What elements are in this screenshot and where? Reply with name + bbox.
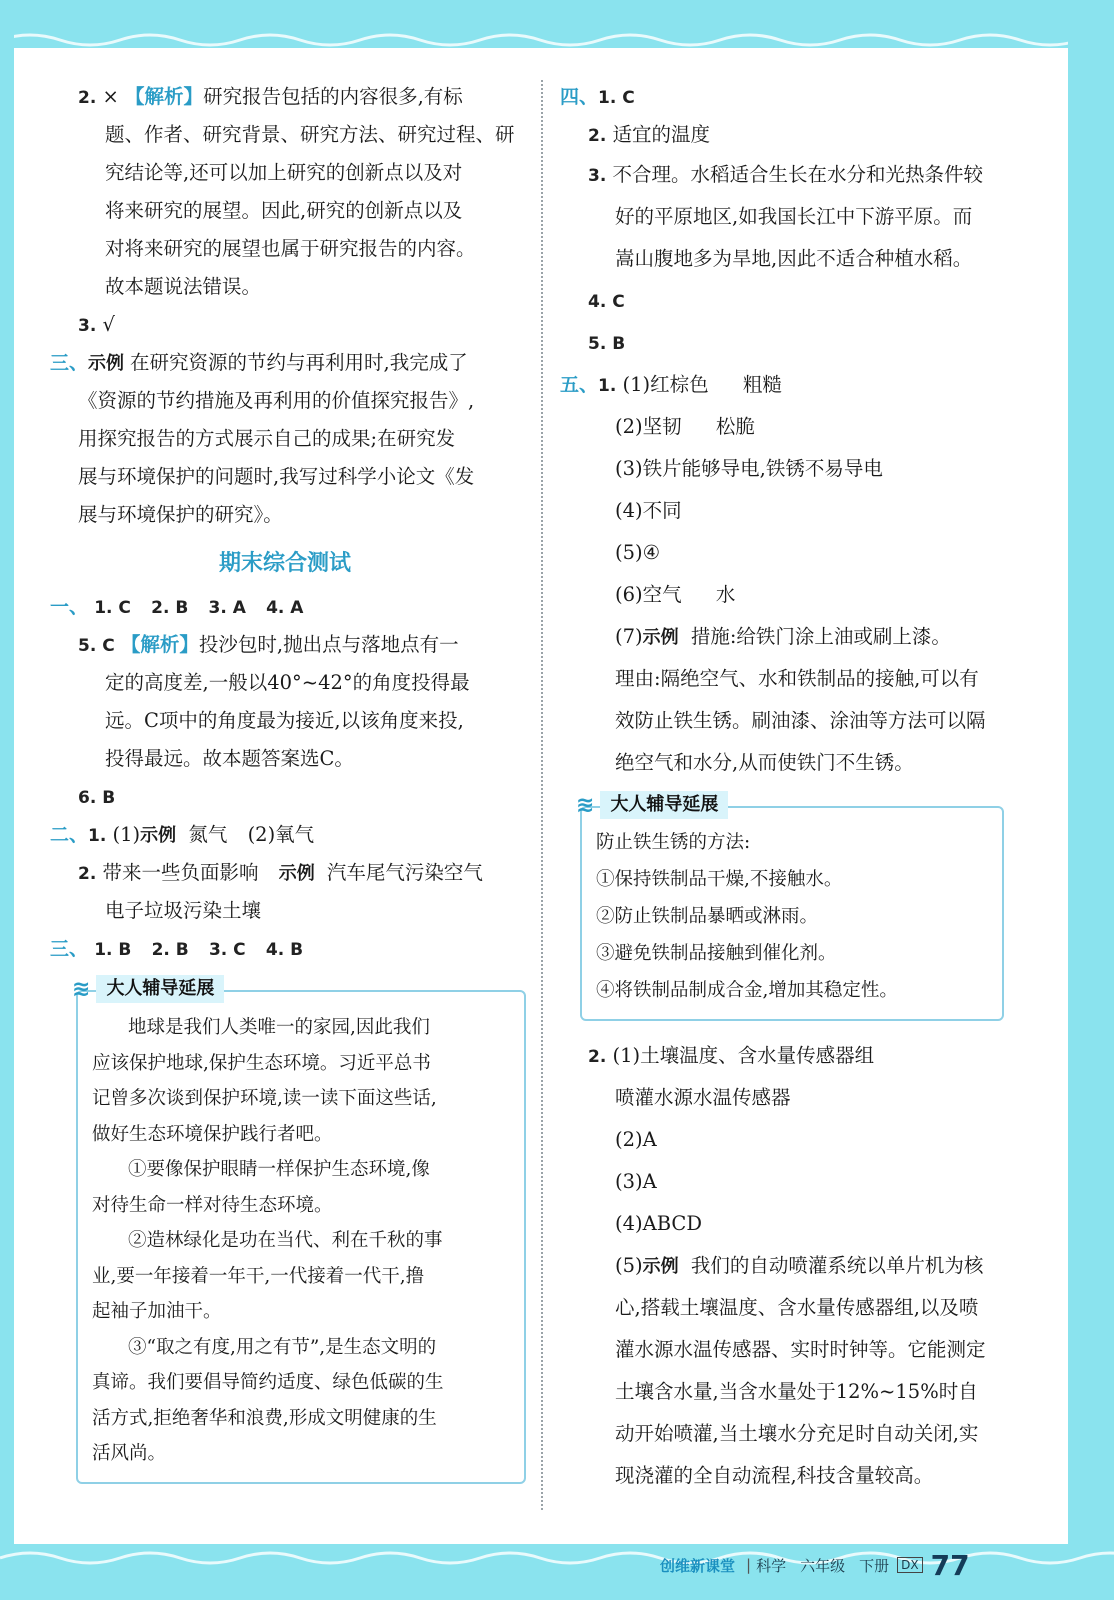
right-box-line: ①保持铁制品干燥,不接触水。 [596, 869, 843, 890]
left-p1-q5-line1: 5. C 【解析】投沙包时,抛出点与落地点有一 [78, 633, 459, 656]
right-s4-q4: 4. C [588, 292, 625, 312]
left-p1-q5-line2: 定的高度差,一般以40°~42°的角度投得最 [105, 671, 470, 694]
right-q2-5-line5: 动开始喷灌,当土壤水分充足时自动关闭,实 [615, 1422, 979, 1445]
right-s5-q1-7: (7)示例 措施:给铁门涂上油或刷上漆。 [615, 625, 951, 648]
left-p1-answers: 一、 1. C 2. B 3. A 4. A [50, 596, 304, 618]
right-s4-q3-line1: 3. 不合理。水稻适合生长在水分和光热条件较 [588, 163, 984, 186]
right-q2-2: (2)A [615, 1128, 657, 1151]
left-box-line: 业,要一年接着一年干,一代接着一代干,撸 [92, 1265, 425, 1287]
footer-code: DX [897, 1557, 922, 1573]
left-box-line: 活方式,拒绝奢华和浪费,形成文明健康的生 [92, 1407, 437, 1429]
test-title: 期末综合测试 [218, 551, 351, 576]
right-q2-1: 2. (1)土壤温度、含水量传感器组 [588, 1044, 875, 1067]
left-p2-q1: 二、1. (1)示例 氮气 (2)氧气 [50, 823, 315, 846]
left-box-line: 地球是我们人类唯一的家园,因此我们 [128, 1017, 430, 1038]
left-box-line: 活风尚。 [92, 1443, 167, 1464]
frame-right [1068, 0, 1114, 1600]
left-q2-line6: 故本题说法错误。 [105, 275, 262, 298]
left-box-line: ③“取之有度,用之有节”,是生态文明的 [128, 1336, 437, 1358]
right-box-header [576, 788, 728, 822]
waves-icon: ≋ [72, 976, 91, 1002]
left-s3-line1: 三、示例 在研究资源的节约与再利用时,我完成了 [50, 351, 468, 374]
left-p3-answers: 三、 1. B 2. B 3. C 4. B [50, 938, 304, 960]
footer-separator: | [746, 1556, 752, 1574]
left-box-line: 真谛。我们要倡导简约适度、绿色低碳的生 [92, 1372, 444, 1393]
left-s3-line5: 展与环境保护的研究》。 [78, 503, 283, 526]
left-box-line: 做好生态环境保护践行者吧。 [92, 1123, 333, 1145]
left-q2-line3: 究结论等,还可以加上研究的创新点以及对 [105, 161, 463, 184]
right-s4-q2: 2. 适宜的温度 [588, 123, 711, 146]
left-box-header [72, 972, 224, 1006]
left-box-line: ①要像保护眼睛一样保护生态环境,像 [128, 1159, 430, 1180]
left-box-line: ②造林绿化是功在当代、利在千秋的事 [128, 1230, 443, 1251]
right-box-line: ④将铁制品制成合金,增加其稳定性。 [596, 980, 898, 1001]
left-box-body [78, 992, 524, 1482]
footer-subject: 科学 [756, 1556, 787, 1575]
left-box-title: 大人辅导延展 [96, 975, 224, 1003]
left-box-line: 起袖子加油干。 [92, 1301, 222, 1322]
right-s5-q1-3: (3)铁片能够导电,铁锈不易导电 [615, 457, 883, 480]
left-box-line: 记曾多次谈到保护环境,读一读下面这些话, [92, 1088, 437, 1109]
footer-brand: 创维新课堂 [660, 1556, 736, 1575]
right-q2-5-line1: (5)示例 我们的自动喷灌系统以单片机为核 [615, 1254, 984, 1277]
right-tutor-box [576, 792, 1004, 1021]
right-s5-q1-6: (6)空气 水 [615, 583, 736, 606]
right-s5-q1-4: (4)不同 [615, 499, 682, 522]
page-footer [660, 1548, 970, 1582]
left-column [50, 78, 520, 1484]
right-q2-1b: 喷灌水源水温传感器 [615, 1086, 791, 1109]
right-q2-5-line3: 灌水源水温传感器、实时时钟等。它能测定 [615, 1338, 986, 1361]
left-s3-line3: 用探究报告的方式展示自己的成果;在研究发 [78, 427, 456, 450]
left-q3: 3. √ [78, 313, 115, 336]
right-s5-q1-5: (5)④ [615, 541, 661, 564]
right-q2-4: (4)ABCD [615, 1212, 702, 1235]
left-s3-line4: 展与环境保护的问题时,我写过科学小论文《发 [78, 465, 475, 488]
left-q2-line5: 对将来研究的展望也属于研究报告的内容。 [105, 237, 476, 260]
right-s5-reason-1: 理由:隔绝空气、水和铁制品的接触,可以有 [615, 667, 979, 690]
right-s5-reason-3: 绝空气和水分,从而使铁门不生锈。 [615, 751, 914, 774]
right-q2-3: (3)A [615, 1170, 657, 1193]
right-box-body [582, 808, 1002, 1019]
footer-term: 下册 [859, 1556, 890, 1575]
right-s5-q1-1: 五、1. (1)红棕色 粗糙 [560, 373, 782, 396]
left-q2-line1: 2. × 【解析】研究报告包括的内容很多,有标 [78, 85, 463, 108]
right-s5-q1-2: (2)坚韧 松脆 [615, 415, 755, 438]
right-box-line: ③避免铁制品接触到催化剂。 [596, 943, 837, 964]
left-p1-q5-line4: 投得最远。故本题答案选C。 [105, 747, 354, 770]
left-box-line: 应该保护地球,保护生态环境。习近平总书 [92, 1052, 431, 1074]
left-q2-line2: 题、作者、研究背景、研究方法、研究过程、研 [105, 123, 515, 146]
left-box-line: 对待生命一样对待生态环境。 [92, 1194, 333, 1216]
right-s4-q3-line3: 嵩山腹地多为旱地,因此不适合种植水稻。 [615, 247, 973, 270]
column-divider [541, 80, 543, 1510]
left-p1-q5-line3: 远。C项中的角度最为接近,以该角度来投, [105, 709, 464, 732]
right-q2-5-line2: 心,搭载土壤温度、含水量传感器组,以及喷 [615, 1296, 979, 1319]
left-p2-q2-line1: 2. 带来一些负面影响 示例 汽车尾气污染空气 [78, 861, 483, 884]
right-q2-5-line6: 现浇灌的全自动流程,科技含量较高。 [615, 1464, 934, 1487]
left-s3-line2: 《资源的节约措施及再利用的价值探究报告》, [78, 389, 475, 412]
footer-grade: 六年级 [800, 1556, 846, 1575]
left-p1-q6: 6. B [78, 788, 116, 808]
right-box-title: 大人辅导延展 [600, 791, 728, 819]
left-p2-q2-line2: 电子垃圾污染土壤 [105, 899, 262, 922]
right-s5-reason-2: 效防止铁生锈。刷油漆、涂油等方法可以隔 [615, 709, 986, 732]
left-tutor-box [72, 976, 526, 1484]
right-s4-q1: 四、1. C [560, 86, 635, 108]
left-q2-line4: 将来研究的展望。因此,研究的创新点以及 [105, 199, 463, 222]
right-s4-q5: 5. B [588, 334, 626, 354]
right-q2-5-line4: 土壤含水量,当含水量处于12%~15%时自 [615, 1380, 978, 1403]
waves-icon: ≋ [576, 792, 595, 818]
frame-left [0, 0, 14, 1600]
right-column [560, 78, 1030, 1497]
right-s4-q3-line2: 好的平原地区,如我国长江中下游平原。而 [615, 205, 973, 228]
right-box-line: 防止铁生锈的方法: [596, 832, 751, 853]
right-box-line: ②防止铁制品暴晒或淋雨。 [596, 906, 819, 927]
page-number: 77 [930, 1548, 970, 1582]
